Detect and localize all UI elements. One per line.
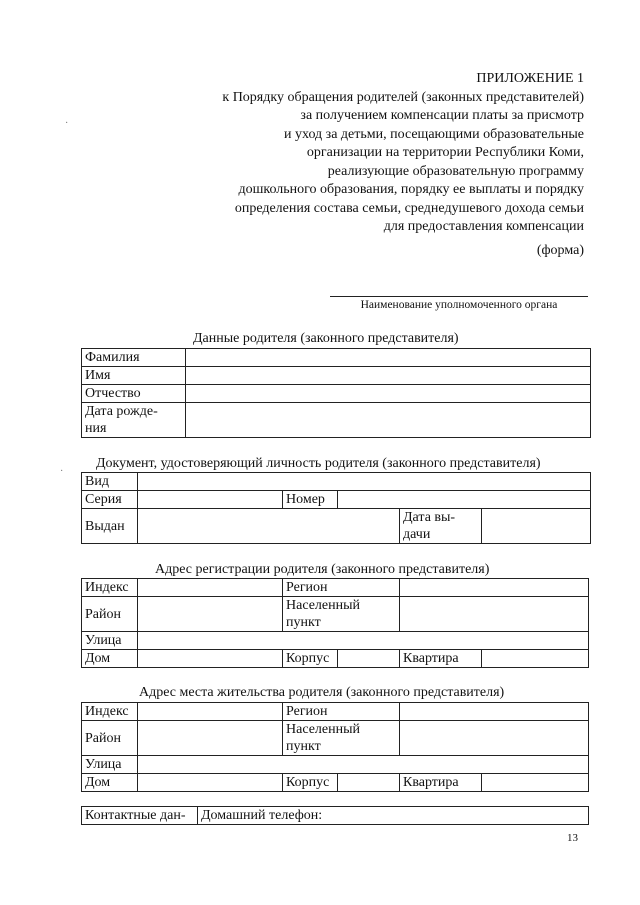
authority-caption: Наименование уполномоченного органа <box>360 299 558 311</box>
home-phone-field[interactable] <box>198 807 589 825</box>
res-apartment-label: Квартира <box>400 774 482 792</box>
reg-building-label: Корпус <box>283 650 338 668</box>
reg-apartment-field[interactable] <box>482 650 589 668</box>
reg-region-label: Регион <box>283 579 400 597</box>
res-house-label: Дом <box>82 774 138 792</box>
issue-date-label-line: Дата вы- <box>403 510 456 525</box>
reg-apartment-label: Квартира <box>400 650 482 668</box>
form-label: (форма) <box>536 243 584 258</box>
registration-address-title: Адрес регистрации родителя (законного представителя) <box>155 562 490 577</box>
header-line: за получением компенсации платы за присмотр <box>300 108 584 123</box>
reg-street-field[interactable] <box>138 632 589 650</box>
header-line: для предоставления компенсации <box>383 219 584 234</box>
contacts-table <box>81 806 589 825</box>
res-index-field[interactable] <box>138 703 283 721</box>
res-locality-field[interactable] <box>400 721 589 756</box>
reg-locality-label-line: Населенный <box>286 598 361 613</box>
residence-address-title: Адрес места жительства родителя (законного представителя) <box>139 685 505 700</box>
res-district-label: Район <box>82 721 138 756</box>
surname-label: Фамилия <box>82 349 186 367</box>
issue-date-label <box>400 509 482 544</box>
number-field[interactable] <box>338 491 591 509</box>
res-street-label: Улица <box>82 756 138 774</box>
page-number: 13 <box>567 832 578 844</box>
doc-type-field[interactable] <box>138 473 591 491</box>
series-field[interactable] <box>138 491 283 509</box>
header-line: определения состава семьи, среднедушевого дохода семьи <box>234 200 584 216</box>
res-house-field[interactable] <box>138 774 283 792</box>
identity-document-table <box>81 472 591 544</box>
res-locality-label <box>283 721 400 756</box>
res-district-field[interactable] <box>138 721 283 756</box>
header-line: дошкольного образования, порядку ее выплаты и порядку <box>238 182 584 197</box>
reg-index-field[interactable] <box>138 579 283 597</box>
birth-date-label <box>82 403 186 438</box>
res-locality-label-line: Населенный <box>286 722 361 737</box>
header-line: реализующие образовательную программу <box>327 163 584 179</box>
res-region-label: Регион <box>283 703 400 721</box>
res-building-label: Корпус <box>283 774 338 792</box>
res-locality-label-line: пункт <box>286 739 321 754</box>
residence-address-table <box>81 702 589 792</box>
reg-locality-label <box>283 597 400 632</box>
doc-type-label: Вид <box>82 473 138 491</box>
res-index-label: Индекс <box>82 703 138 721</box>
res-building-field[interactable] <box>338 774 400 792</box>
scan-mark: · <box>60 466 64 477</box>
reg-region-field[interactable] <box>400 579 589 597</box>
reg-locality-label-line: пункт <box>286 615 321 630</box>
contacts-label: Контактные дан- <box>82 807 198 825</box>
surname-field[interactable] <box>186 349 591 367</box>
res-region-field[interactable] <box>400 703 589 721</box>
name-field[interactable] <box>186 367 591 385</box>
birth-date-field[interactable] <box>186 403 591 438</box>
series-label: Серия <box>82 491 138 509</box>
authority-name-field[interactable] <box>330 296 588 297</box>
reg-street-label: Улица <box>82 632 138 650</box>
issue-date-field[interactable] <box>482 509 591 544</box>
parent-data-table <box>81 348 591 438</box>
appendix-header <box>222 70 584 237</box>
reg-house-label: Дом <box>82 650 138 668</box>
header-line: организации на территории Республики Коми, <box>306 145 584 160</box>
res-street-field[interactable] <box>138 756 589 774</box>
registration-address-table <box>81 578 589 668</box>
res-apartment-field[interactable] <box>482 774 589 792</box>
reg-house-field[interactable] <box>138 650 283 668</box>
name-label: Имя <box>82 367 186 385</box>
parent-data-title: Данные родителя (законного представителя) <box>193 331 459 346</box>
patronymic-label: Отчество <box>82 385 186 403</box>
patronymic-field[interactable] <box>186 385 591 403</box>
reg-district-field[interactable] <box>138 597 283 632</box>
reg-index-label: Индекс <box>82 579 138 597</box>
appendix-title: ПРИЛОЖЕНИЕ 1 <box>476 71 584 86</box>
number-label: Номер <box>283 491 338 509</box>
header-line: к Порядку обращения родителей (законных представителей) <box>222 89 584 105</box>
issued-by-label: Выдан <box>82 509 138 544</box>
identity-document-title: Документ, удостоверяющий личность родителя (законного представителя) <box>96 456 541 471</box>
scan-mark: · <box>65 118 69 129</box>
header-line: и уход за детьми, посещающими образовательные <box>283 126 584 142</box>
home-phone-label: Домашний телефон: <box>201 808 323 823</box>
birth-date-label-line: Дата рожде- <box>85 404 158 419</box>
reg-building-field[interactable] <box>338 650 400 668</box>
birth-date-label-line: ния <box>85 421 107 436</box>
issue-date-label-line: дачи <box>403 527 431 542</box>
reg-district-label: Район <box>82 597 138 632</box>
issued-by-field[interactable] <box>138 509 400 544</box>
reg-locality-field[interactable] <box>400 597 589 632</box>
